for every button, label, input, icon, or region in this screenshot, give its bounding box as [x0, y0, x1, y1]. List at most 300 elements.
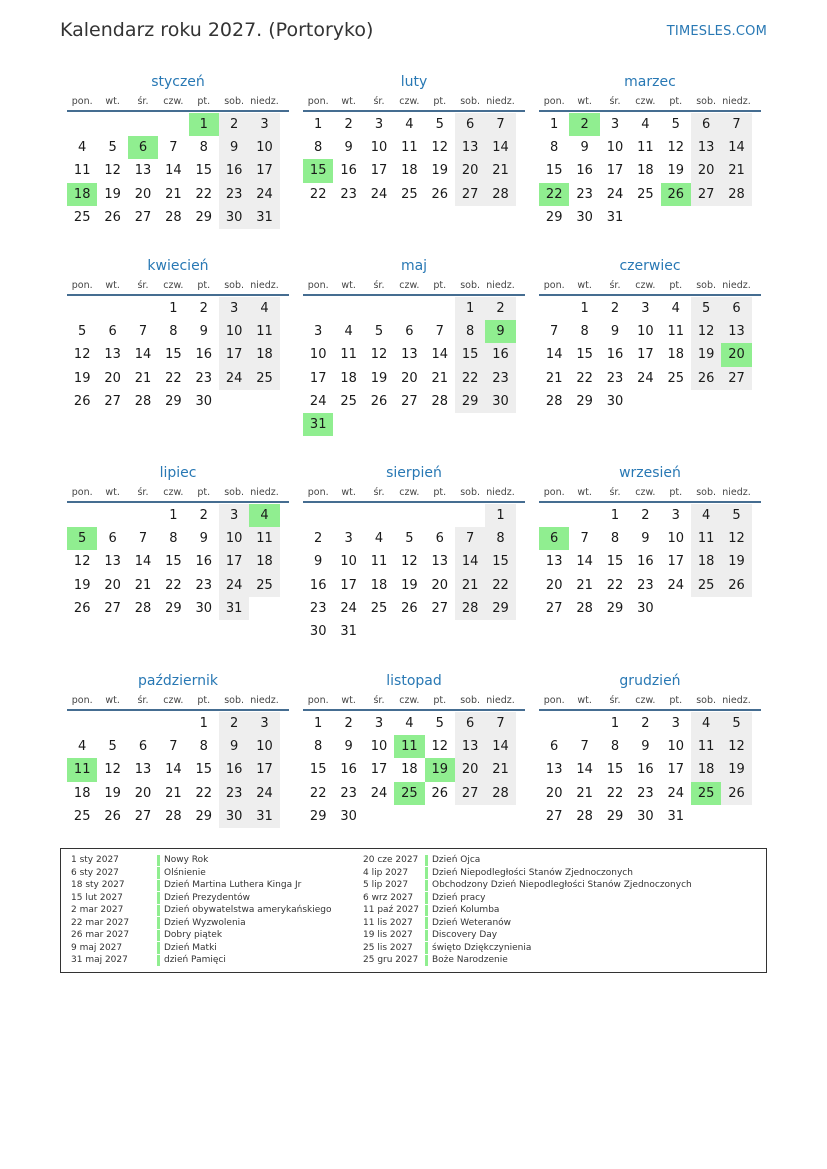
- empty-cell: [394, 297, 424, 320]
- weekend-day: 30: [485, 390, 515, 413]
- day-cell: 13: [134, 762, 152, 778]
- day-cell: 25: [667, 370, 685, 386]
- weekday-label: wt.: [105, 96, 120, 107]
- legend-marker: [157, 880, 160, 892]
- empty-cell: [333, 297, 363, 320]
- legend-date: 15 lut 2027: [71, 892, 123, 903]
- weekend-day: 24: [219, 574, 249, 597]
- legend-date: 11 paź 2027: [363, 905, 420, 916]
- day-cell: 22: [309, 785, 327, 801]
- holiday-day: 11: [394, 735, 424, 758]
- legend-name: Obchodzony Dzień Niepodległości Stanów Zjednoczonych: [432, 880, 692, 891]
- day-cell: 1: [610, 508, 620, 524]
- weekend-day: 26: [721, 574, 751, 597]
- empty-cell: [67, 113, 97, 136]
- day-cell: 6: [108, 531, 117, 547]
- day-cell: 2: [199, 508, 208, 524]
- weekday-label: niedz.: [250, 695, 279, 706]
- month-name: luty: [400, 74, 428, 90]
- weekend-day: 21: [455, 574, 485, 597]
- weekday-label: wt.: [577, 280, 592, 291]
- day-cell: 5: [374, 324, 384, 340]
- weekday-label: sob.: [696, 96, 717, 107]
- legend-item: [61, 892, 331, 905]
- weekend-day: 29: [455, 390, 485, 413]
- legend-marker: [425, 905, 428, 917]
- month-block: [303, 670, 525, 828]
- empty-cell: [128, 113, 158, 136]
- day-grid: [303, 504, 525, 643]
- weekend-day: 18: [691, 550, 721, 573]
- day-cell: 28: [134, 600, 152, 616]
- empty-cell: [364, 504, 394, 527]
- holiday-day: 22: [539, 183, 569, 206]
- weekday-label: pon.: [543, 695, 565, 706]
- legend-item: [353, 854, 692, 867]
- weekday-label: sob.: [460, 280, 481, 291]
- day-cell: 2: [344, 117, 353, 133]
- legend-name: Dzień Wyzwolenia: [164, 917, 246, 928]
- month-block: [67, 71, 289, 229]
- month-name: październik: [138, 673, 218, 689]
- legend-marker: [425, 917, 428, 929]
- day-cell: 17: [309, 370, 327, 386]
- legend-item: [353, 917, 692, 930]
- weekend-day: 16: [219, 758, 249, 781]
- weekday-header: [539, 277, 761, 296]
- weekday-label: sob.: [224, 487, 245, 498]
- legend-date: 2 mar 2027: [71, 905, 124, 916]
- weekday-label: pon.: [71, 280, 93, 291]
- weekend-day: 26: [691, 367, 721, 390]
- weekend-day: 2: [485, 297, 515, 320]
- month-block: [539, 255, 761, 413]
- legend-marker: [157, 892, 160, 904]
- weekend-day: 15: [455, 343, 485, 366]
- legend-name: Dzień pracy: [432, 892, 486, 903]
- holiday-day: 1: [189, 113, 219, 136]
- day-cell: 20: [545, 577, 563, 593]
- weekday-label: niedz.: [250, 96, 279, 107]
- day-cell: 6: [435, 531, 444, 547]
- weekend-day: 14: [721, 136, 751, 159]
- day-cell: 30: [576, 209, 593, 225]
- weekend-day: 31: [249, 206, 279, 229]
- weekend-day: 6: [691, 113, 721, 136]
- day-cell: 22: [195, 785, 213, 801]
- weekday-label: wt.: [577, 96, 592, 107]
- legend-marker: [425, 942, 428, 954]
- weekend-day: 10: [219, 527, 249, 550]
- day-cell: 18: [401, 762, 418, 778]
- day-cell: 29: [606, 808, 624, 824]
- weekend-day: 8: [455, 320, 485, 343]
- day-cell: 24: [370, 186, 388, 202]
- day-cell: 15: [309, 762, 327, 778]
- weekday-label: pon.: [543, 280, 565, 291]
- day-cell: 16: [340, 163, 357, 179]
- day-cell: 15: [576, 347, 593, 363]
- day-cell: 13: [431, 554, 449, 570]
- legend-name: Dzień Matki: [164, 942, 217, 953]
- day-cell: 23: [340, 785, 357, 801]
- day-cell: 30: [340, 808, 357, 824]
- day-cell: 2: [610, 301, 620, 317]
- day-cell: 15: [606, 762, 624, 778]
- legend-name: święto Dziękczynienia: [432, 942, 532, 953]
- day-cell: 27: [545, 600, 563, 616]
- day-cell: 4: [641, 117, 650, 133]
- empty-cell: [394, 504, 424, 527]
- weekend-day: 21: [721, 159, 751, 182]
- weekend-day: 7: [485, 712, 515, 735]
- weekday-label: pt.: [433, 280, 447, 291]
- holiday-day: 18: [67, 183, 97, 206]
- day-cell: 30: [606, 393, 624, 409]
- weekend-day: 9: [219, 735, 249, 758]
- empty-cell: [569, 504, 599, 527]
- day-cell: 20: [104, 577, 121, 593]
- weekday-label: niedz.: [722, 280, 751, 291]
- day-cell: 30: [195, 600, 213, 616]
- empty-cell: [303, 297, 333, 320]
- day-cell: 16: [606, 347, 624, 363]
- weekday-label: pon.: [307, 695, 329, 706]
- legend-marker: [157, 917, 160, 929]
- day-cell: 16: [309, 577, 327, 593]
- day-cell: 8: [610, 531, 620, 547]
- weekend-day: 20: [455, 159, 485, 182]
- weekend-day: 12: [721, 735, 751, 758]
- day-cell: 31: [340, 624, 357, 640]
- day-cell: 26: [370, 393, 388, 409]
- day-cell: 16: [576, 163, 593, 179]
- weekday-label: czw.: [399, 280, 420, 291]
- month-name: listopad: [386, 673, 442, 689]
- day-cell: 27: [104, 393, 121, 409]
- month-name: grudzień: [619, 673, 681, 689]
- site-link[interactable]: TIMESLES.COM: [666, 24, 767, 39]
- day-cell: 10: [340, 554, 357, 570]
- day-cell: 31: [606, 209, 624, 225]
- legend-name: Dzień Weteranów: [432, 917, 512, 928]
- month-name: lipiec: [159, 465, 197, 481]
- weekday-header: [67, 484, 289, 503]
- legend-name: Dzień Prezydentów: [164, 892, 250, 903]
- weekend-day: 24: [249, 782, 279, 805]
- weekend-day: 31: [219, 597, 249, 620]
- weekend-day: 13: [721, 320, 751, 343]
- weekday-header: [67, 277, 289, 296]
- weekend-day: 5: [721, 504, 751, 527]
- legend-item: [61, 942, 331, 955]
- day-cell: 25: [73, 209, 91, 225]
- day-cell: 9: [199, 324, 208, 340]
- empty-cell: [539, 297, 569, 320]
- day-cell: 1: [550, 117, 559, 133]
- weekend-day: 23: [485, 367, 515, 390]
- empty-cell: [158, 113, 188, 136]
- month-name: wrzesień: [619, 465, 681, 481]
- day-cell: 26: [73, 600, 91, 616]
- empty-cell: [97, 504, 127, 527]
- holiday-day: 4: [249, 504, 279, 527]
- day-cell: 25: [401, 186, 418, 202]
- day-cell: 29: [545, 209, 563, 225]
- legend-item: [61, 954, 331, 967]
- day-cell: 6: [405, 324, 414, 340]
- weekend-day: 21: [485, 758, 515, 781]
- month-name: maj: [400, 258, 428, 274]
- weekday-label: pt.: [197, 487, 211, 498]
- empty-cell: [128, 712, 158, 735]
- weekend-day: 11: [691, 527, 721, 550]
- weekend-day: 6: [455, 712, 485, 735]
- legend-date: 5 lip 2027: [363, 880, 409, 891]
- day-cell: 21: [576, 785, 593, 801]
- holiday-day: 26: [661, 183, 691, 206]
- weekend-day: 30: [219, 805, 249, 828]
- day-cell: 20: [134, 186, 152, 202]
- weekend-day: 24: [249, 183, 279, 206]
- weekday-label: wt.: [577, 487, 592, 498]
- day-grid: [539, 712, 761, 828]
- holiday-day: 19: [425, 758, 455, 781]
- month-block: [67, 255, 289, 413]
- day-cell: 28: [134, 393, 152, 409]
- day-cell: 29: [576, 393, 593, 409]
- day-cell: 2: [641, 716, 650, 732]
- day-cell: 12: [104, 762, 121, 778]
- legend-column-right: [353, 854, 692, 967]
- day-cell: 14: [165, 762, 182, 778]
- day-cell: 8: [314, 140, 323, 156]
- day-cell: 15: [195, 163, 213, 179]
- day-cell: 18: [370, 577, 388, 593]
- day-cell: 16: [340, 762, 357, 778]
- weekend-day: 25: [249, 367, 279, 390]
- legend-name: Dzień Niepodległości Stanów Zjednoczonych: [432, 867, 633, 878]
- day-cell: 19: [73, 577, 91, 593]
- day-cell: 26: [104, 808, 121, 824]
- day-cell: 29: [606, 600, 624, 616]
- weekday-label: czw.: [163, 96, 184, 107]
- weekday-label: śr.: [609, 487, 621, 498]
- day-cell: 27: [134, 209, 152, 225]
- empty-cell: [333, 504, 363, 527]
- month-block: [539, 462, 761, 620]
- legend-name: Dzień Kolumba: [432, 905, 500, 916]
- day-grid: [67, 113, 289, 229]
- empty-cell: [158, 712, 188, 735]
- weekday-label: pt.: [433, 487, 447, 498]
- weekend-day: 15: [485, 550, 515, 573]
- month-block: [67, 462, 289, 620]
- day-cell: 26: [401, 600, 418, 616]
- legend-name: Dzień obywatelstwa amerykańskiego: [164, 905, 332, 916]
- legend-item: [353, 942, 692, 955]
- day-cell: 4: [405, 117, 414, 133]
- day-cell: 18: [667, 347, 685, 363]
- weekend-day: 3: [219, 504, 249, 527]
- day-cell: 9: [580, 140, 589, 156]
- day-cell: 5: [435, 716, 444, 732]
- holiday-day: 11: [67, 758, 97, 781]
- weekend-day: 27: [721, 367, 751, 390]
- day-grid: [539, 113, 761, 229]
- empty-cell: [128, 297, 158, 320]
- day-cell: 9: [610, 324, 620, 340]
- holiday-day: 2: [569, 113, 599, 136]
- day-cell: 7: [169, 739, 178, 755]
- weekday-label: sob.: [460, 487, 481, 498]
- day-cell: 17: [370, 163, 388, 179]
- day-cell: 27: [104, 600, 121, 616]
- weekend-day: 1: [455, 297, 485, 320]
- day-cell: 29: [195, 209, 213, 225]
- month-name: styczeń: [151, 74, 205, 90]
- weekend-day: 19: [721, 758, 751, 781]
- legend-marker: [157, 930, 160, 942]
- weekend-day: 17: [219, 343, 249, 366]
- weekend-day: 24: [219, 367, 249, 390]
- day-cell: 21: [431, 370, 449, 386]
- legend-date: 6 wrz 2027: [363, 892, 414, 903]
- weekend-day: 22: [455, 367, 485, 390]
- day-cell: 7: [138, 324, 148, 340]
- day-cell: 21: [165, 785, 182, 801]
- day-cell: 8: [199, 739, 208, 755]
- weekday-header: [303, 484, 525, 503]
- legend-column-left: [61, 854, 331, 967]
- day-cell: 14: [431, 347, 449, 363]
- day-cell: 9: [199, 531, 208, 547]
- weekday-label: śr.: [137, 695, 149, 706]
- day-cell: 15: [545, 163, 563, 179]
- weekday-label: śr.: [373, 96, 385, 107]
- weekday-header: [539, 484, 761, 503]
- legend-marker: [157, 942, 160, 954]
- legend-item: [353, 892, 692, 905]
- day-cell: 3: [314, 324, 323, 340]
- day-cell: 22: [576, 370, 593, 386]
- weekday-label: niedz.: [486, 487, 515, 498]
- legend-name: Nowy Rok: [164, 855, 209, 866]
- day-cell: 12: [401, 554, 418, 570]
- page-title: Kalendarz roku 2027. (Portoryko): [60, 19, 374, 41]
- weekday-label: wt.: [341, 280, 356, 291]
- day-cell: 16: [195, 347, 213, 363]
- day-cell: 22: [165, 370, 182, 386]
- day-cell: 5: [78, 324, 87, 340]
- weekday-label: pon.: [543, 487, 565, 498]
- day-cell: 4: [78, 140, 87, 156]
- weekend-day: 11: [249, 320, 279, 343]
- day-cell: 1: [169, 301, 178, 317]
- empty-cell: [67, 504, 97, 527]
- legend-date: 31 maj 2027: [71, 955, 128, 966]
- weekday-label: wt.: [341, 695, 356, 706]
- day-cell: 30: [637, 808, 654, 824]
- day-cell: 7: [169, 140, 178, 156]
- empty-cell: [97, 712, 127, 735]
- weekday-label: wt.: [341, 487, 356, 498]
- legend-name: Olśnienie: [164, 867, 206, 878]
- weekday-label: pt.: [197, 695, 211, 706]
- day-grid: [303, 712, 525, 828]
- weekend-day: 19: [721, 550, 751, 573]
- weekday-label: sob.: [224, 96, 245, 107]
- day-cell: 29: [165, 393, 182, 409]
- empty-cell: [425, 297, 455, 320]
- day-cell: 22: [195, 186, 213, 202]
- day-cell: 8: [169, 531, 178, 547]
- weekend-day: 28: [721, 183, 751, 206]
- weekday-label: sob.: [696, 487, 717, 498]
- day-cell: 28: [165, 808, 182, 824]
- day-cell: 3: [374, 716, 384, 732]
- day-cell: 9: [344, 739, 353, 755]
- day-cell: 12: [431, 739, 449, 755]
- weekday-label: pon.: [543, 96, 565, 107]
- legend-name: Boże Narodzenie: [432, 955, 508, 966]
- weekday-label: czw.: [163, 280, 184, 291]
- day-cell: 19: [431, 163, 449, 179]
- day-grid: [67, 504, 289, 620]
- month-name: marzec: [624, 74, 676, 90]
- weekday-label: sob.: [224, 280, 245, 291]
- day-cell: 26: [431, 785, 449, 801]
- empty-cell: [67, 712, 97, 735]
- day-cell: 7: [138, 531, 148, 547]
- day-cell: 12: [104, 163, 121, 179]
- weekend-day: 4: [249, 297, 279, 320]
- day-cell: 9: [314, 554, 323, 570]
- day-cell: 15: [606, 554, 624, 570]
- day-cell: 2: [314, 531, 323, 547]
- weekend-day: 27: [455, 183, 485, 206]
- day-cell: 11: [667, 324, 685, 340]
- weekend-day: 7: [721, 113, 751, 136]
- day-cell: 26: [431, 186, 449, 202]
- weekend-day: 18: [691, 758, 721, 781]
- weekday-label: czw.: [635, 280, 656, 291]
- day-cell: 23: [340, 186, 357, 202]
- weekday-label: śr.: [373, 487, 385, 498]
- weekday-label: śr.: [373, 695, 385, 706]
- weekday-label: pt.: [197, 280, 211, 291]
- day-cell: 13: [134, 163, 152, 179]
- weekend-day: 7: [455, 527, 485, 550]
- day-cell: 6: [138, 739, 148, 755]
- legend-marker: [425, 880, 428, 892]
- weekend-day: 13: [455, 136, 485, 159]
- weekday-label: czw.: [635, 96, 656, 107]
- weekday-label: pon.: [307, 487, 329, 498]
- weekend-day: 16: [485, 343, 515, 366]
- day-cell: 19: [104, 785, 121, 801]
- empty-cell: [364, 297, 394, 320]
- weekday-label: pt.: [669, 280, 683, 291]
- weekday-label: niedz.: [250, 487, 279, 498]
- weekday-label: śr.: [609, 280, 621, 291]
- day-cell: 2: [199, 301, 208, 317]
- day-cell: 28: [165, 209, 182, 225]
- holiday-day: 25: [691, 782, 721, 805]
- weekend-day: 27: [455, 782, 485, 805]
- weekday-label: sob.: [224, 695, 245, 706]
- day-cell: 15: [165, 554, 182, 570]
